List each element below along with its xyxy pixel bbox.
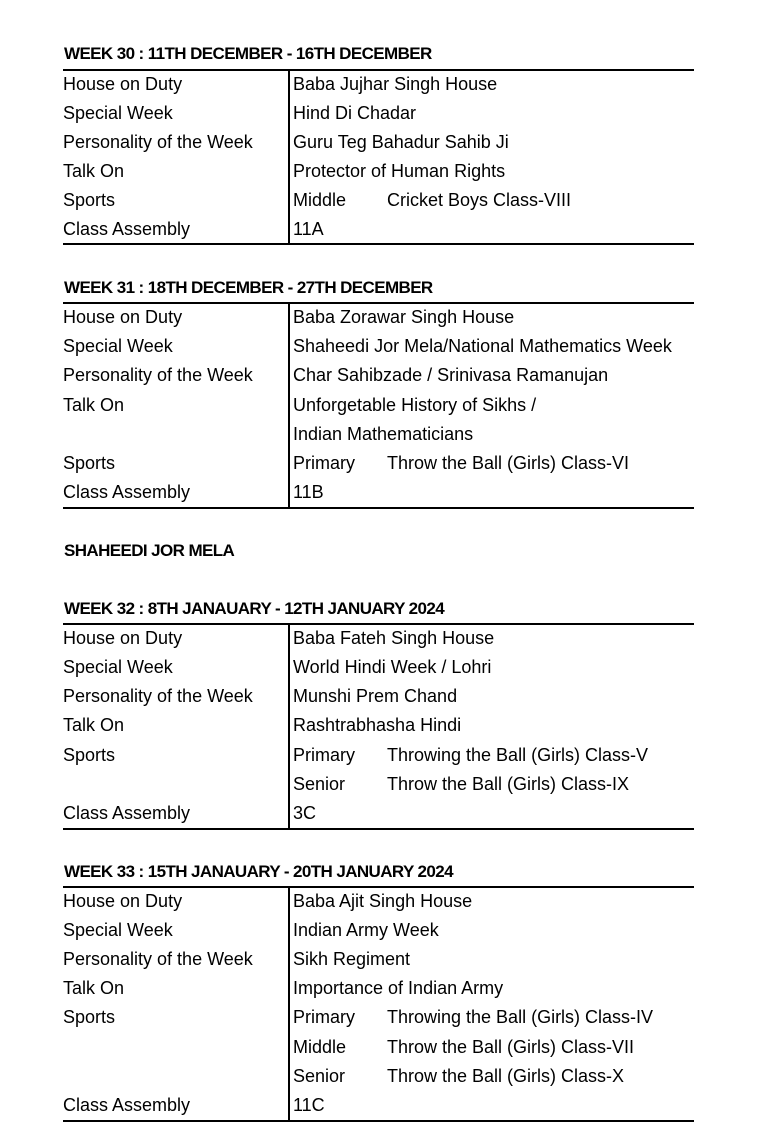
row-value: 3C [293, 803, 317, 823]
week-31-heading: WEEK 31 : 18TH DECEMBER - 27TH DECEMBER [64, 278, 433, 297]
row-value: Hind Di Chadar [293, 103, 417, 123]
row-value: Sikh Regiment [293, 949, 411, 969]
sports-activity: Throwing the Ball (Girls) Class-IV [387, 1007, 654, 1027]
sports-activity: Throw the Ball (Girls) Class-IX [387, 774, 630, 794]
sports-category: Primary [293, 453, 355, 473]
row-value: Munshi Prem Chand [293, 686, 458, 706]
week-30-table [63, 69, 694, 247]
row-label: House on Duty [63, 74, 183, 94]
row-label: Sports [63, 745, 116, 765]
row-value: Importance of Indian Army [293, 978, 504, 998]
sports-category: Middle [293, 1037, 347, 1057]
week-30-heading: WEEK 30 : 11TH DECEMBER - 16TH DECEMBER [64, 44, 432, 63]
table-bottom-rule [63, 243, 694, 245]
row-label: Special Week [63, 920, 173, 940]
week-33-heading: WEEK 33 : 15TH JANAUARY - 20TH JANUARY 2024 [64, 862, 453, 881]
row-value: Indian Mathematicians [293, 424, 474, 444]
row-value: Indian Army Week [293, 920, 439, 940]
week-31-table [63, 302, 694, 510]
column-divider [288, 625, 290, 828]
sports-category: Primary [293, 1007, 355, 1027]
sports-activity: Throw the Ball (Girls) Class-X [387, 1066, 625, 1086]
week-33-table [63, 886, 694, 1124]
sports-category: Primary [293, 745, 355, 765]
table-top-rule [63, 302, 694, 304]
row-value: World Hindi Week / Lohri [293, 657, 492, 677]
row-label: Special Week [63, 336, 173, 356]
column-divider [288, 888, 290, 1120]
row-value: Baba Ajit Singh House [293, 891, 473, 911]
row-value: Protector of Human Rights [293, 161, 506, 181]
table-bottom-rule [63, 1120, 694, 1122]
row-label: Talk On [63, 395, 125, 415]
column-divider [288, 71, 290, 243]
row-label: Personality of the Week [63, 949, 253, 969]
row-label: Personality of the Week [63, 686, 253, 706]
row-label: Personality of the Week [63, 132, 253, 152]
row-label: Personality of the Week [63, 365, 253, 385]
sports-category: Senior [293, 774, 346, 794]
sports-category: Senior [293, 1066, 346, 1086]
row-label: Talk On [63, 978, 125, 998]
row-label: Class Assembly [63, 482, 191, 502]
row-value: Baba Fateh Singh House [293, 628, 495, 648]
table-bottom-rule [63, 828, 694, 830]
row-label: Special Week [63, 103, 173, 123]
row-value: 11A [293, 219, 324, 239]
row-label: House on Duty [63, 628, 183, 648]
row-label: Class Assembly [63, 1095, 191, 1115]
table-top-rule [63, 69, 694, 71]
row-label: Sports [63, 190, 116, 210]
row-label: House on Duty [63, 307, 183, 327]
row-label: House on Duty [63, 891, 183, 911]
row-value: 11B [293, 482, 324, 502]
row-label: Class Assembly [63, 219, 191, 239]
row-value: Rashtrabhasha Hindi [293, 715, 462, 735]
row-label: Class Assembly [63, 803, 191, 823]
row-value: Baba Jujhar Singh House [293, 74, 498, 94]
table-top-rule [63, 623, 694, 625]
sports-category: Middle [293, 190, 347, 210]
row-label: Talk On [63, 715, 125, 735]
sports-activity: Throwing the Ball (Girls) Class-V [387, 745, 649, 765]
row-label: Sports [63, 1007, 116, 1027]
week-32-heading: WEEK 32 : 8TH JANAUARY - 12TH JANUARY 2024 [64, 599, 445, 618]
row-label: Talk On [63, 161, 125, 181]
row-value: Unforgetable History of Sikhs / [293, 395, 537, 415]
row-value: Guru Teg Bahadur Sahib Ji [293, 132, 509, 152]
row-value: Baba Zorawar Singh House [293, 307, 515, 327]
week-32-table [63, 623, 694, 831]
column-divider [288, 304, 290, 507]
sports-activity: Throw the Ball (Girls) Class-VII [387, 1037, 635, 1057]
row-value: 11C [293, 1095, 325, 1115]
row-value: Shaheedi Jor Mela/National Mathematics Week [293, 336, 672, 356]
event-heading: SHAHEEDI JOR MELA [64, 541, 235, 560]
sports-activity: Cricket Boys Class-VIII [387, 190, 572, 210]
row-label: Special Week [63, 657, 173, 677]
row-label: Sports [63, 453, 116, 473]
sports-activity: Throw the Ball (Girls) Class-VI [387, 453, 630, 473]
row-value: Char Sahibzade / Srinivasa Ramanujan [293, 365, 609, 385]
table-bottom-rule [63, 507, 694, 509]
table-top-rule [63, 886, 694, 888]
